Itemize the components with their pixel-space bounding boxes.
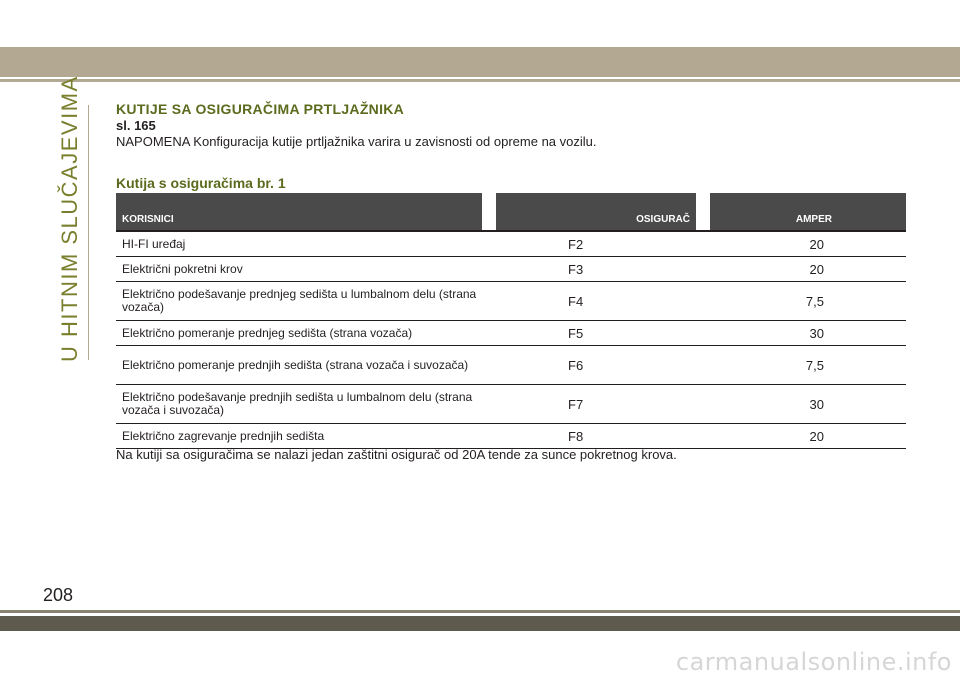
chapter-side-rule (88, 105, 89, 360)
cell-user: Električno podešavanje prednjih sedišta u lumbalnom delu (strana vozača i suvozača) (116, 385, 496, 424)
cell-amp: 20 (710, 257, 906, 282)
cell-fuse: F4 (496, 282, 710, 321)
chapter-side-title: U HITNIM SLUČAJEVIMA (57, 75, 82, 362)
cell-fuse: F5 (496, 321, 710, 346)
table-row (116, 424, 906, 449)
figure-reference: sl. 165 (116, 118, 156, 133)
table-row (116, 385, 906, 424)
cell-fuse: F2 (496, 232, 710, 257)
watermark-text[interactable]: carmanualsonline.info (675, 648, 952, 676)
header-users: KORISNICI (116, 193, 482, 232)
cell-fuse: F8 (496, 424, 710, 449)
cell-amp: 7,5 (710, 282, 906, 321)
cell-user: Električno pomeranje prednjeg sedišta (strana vozača) (116, 321, 496, 346)
header-fuse: OSIGURAČ (496, 193, 696, 232)
table-title: Kutija s osiguračima br. 1 (116, 175, 286, 191)
cell-user: Električni pokretni krov (116, 257, 496, 282)
cell-amp: 20 (710, 424, 906, 449)
section-title: KUTIJE SA OSIGURAČIMA PRTLJAŽNIKA (116, 101, 405, 117)
table-row (116, 346, 906, 385)
note-text: NAPOMENA Konfiguracija kutije prtljažnika varira u zavisnosti od opreme na vozilu. (116, 134, 597, 149)
table-row (116, 257, 906, 282)
cell-user: HI-FI uređaj (116, 232, 496, 257)
page-number: 208 (43, 585, 74, 605)
header-rule (0, 79, 960, 82)
fuse-table (116, 193, 906, 449)
cell-fuse: F3 (496, 257, 710, 282)
header-gap (482, 193, 496, 232)
cell-user: Električno zagrevanje prednjih sedišta (116, 424, 496, 449)
footer-rule (0, 610, 960, 613)
cell-amp: 30 (710, 321, 906, 346)
table-row (116, 282, 906, 321)
header-band (0, 47, 960, 77)
cell-user: Električno podešavanje prednjeg sedišta u lumbalnom delu (strana vozača) (116, 282, 496, 321)
cell-amp: 30 (710, 385, 906, 424)
table-header-row (116, 193, 906, 232)
footer-band (0, 616, 960, 631)
footnote-text: Na kutiji sa osiguračima se nalazi jedan zaštitni osigurač od 20A tende za sunce pokretnog krova. (116, 447, 677, 462)
header-amp: AMPER (710, 193, 906, 232)
cell-user: Električno pomeranje prednjih sedišta (strana vozača i suvozača) (116, 346, 496, 385)
cell-amp: 20 (710, 232, 906, 257)
cell-fuse: F6 (496, 346, 710, 385)
header-gap (696, 193, 710, 232)
table-row (116, 321, 906, 346)
cell-fuse: F7 (496, 385, 710, 424)
table-row (116, 232, 906, 257)
cell-amp: 7,5 (710, 346, 906, 385)
